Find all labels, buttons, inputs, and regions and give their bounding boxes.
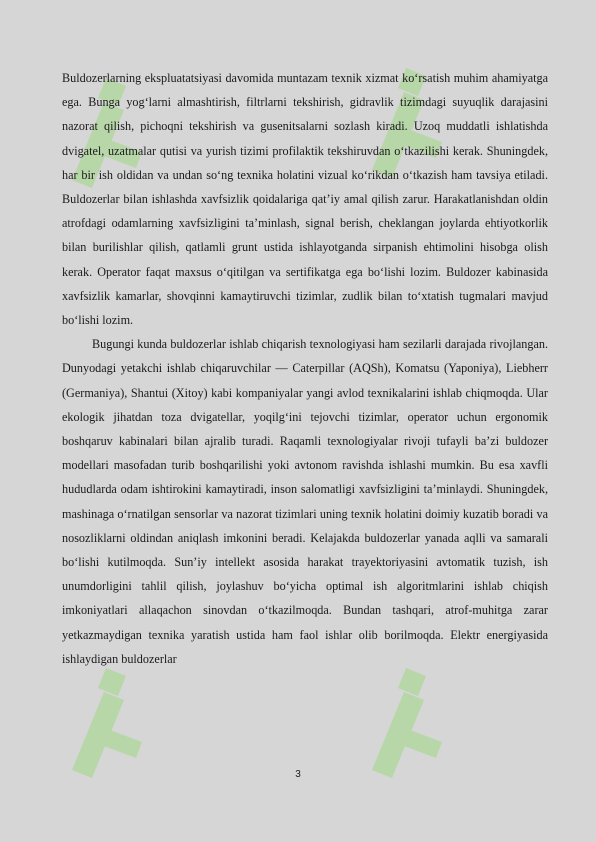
body-text <box>62 66 548 671</box>
paragraph-technology: Bugungi kunda buldozerlar ishlab chiqarish texnologiyasi ham sezilarli darajada rivojlangan. Dunyodagi yetakchi ishlab chiqaruvchilar — Caterpillar (AQSh), Komatsu (Yaponiya), Liebherr (Germaniya), Shantui (Xitoy) kabi kompaniyalar yangi avlod texnikalarini ishlab chiqmoqda. Ular ekologik jihatdan toza dvigatellar, yoqilg‘ini tejovchi tizimlar, operator uchun ergonomik boshqaruv kabinalari bilan ajralib turadi. Raqamli texnologiyalar rivoji tufayli ba’zi buldozer modellari masofadan turib boshqarilishi yoki avtonom ravishda ishlashi mumkin. Bu esa xavfli hududlarda odam ishtirokini kamaytiradi, inson salomatligi xavfsizligini ta’minlaydi. Shuningdek, mashinaga o‘rnatilgan sensorlar va nazorat tizimlari uning texnik holatini doimiy kuzatib boradi va nosozliklarni oldindan aniqlash imkonini beradi. Kelajakda buldozerlar yanada aqlli va samarali bo‘lishi kutilmoqda. Sun’iy intellekt asosida harakat trayektoriyasini avtomatik tuzish, ish unumdorligini tahlil qilish, joylashuv bo‘yicha optimal ish algoritmlarini ishlab chiqish imkoniyatlari allaqachon sinovdan o‘tkazilmoqda. Bundan tashqari, atrof-muhitga zarar yetkazmaydigan texnika yaratish ustida ham faol ishlar olib borilmoqda. Elektr energiyasida ishlaydigan buldozerlar <box>62 337 548 666</box>
page-number: 3 <box>295 769 301 780</box>
paragraph-maintenance: Buldozerlarning ekspluatatsiyasi davomida muntazam texnik xizmat ko‘rsatish muhim ahamiyatga ega. Bunga yog‘larni almashtirish, filtrlarni tekshirish, gidravlik tizimdagi suyuqlik darajasini nazorat qilish, pichoqni tekshirish va gusenitsalarni sozlash kiradi. Uzoq muddatli ishlatishda dvigatel, uzatmalar qutisi va yurish tizimi profilaktik tekshiruvdan o‘tkazilishi kerak. Shuningdek, har bir ish oldidan va undan so‘ng texnika holatini vizual ko‘rikdan o‘tkazish ham tavsiya etiladi. Buldozerlar bilan ishlashda xavfsizlik qoidalariga qat’iy amal qilish zarur. Harakatlanishdan oldin atrofdagi odamlarning xavfsizligini ta’minlash, signal berish, cheklangan joylarda ehtiyotkorlik bilan burilishlar qilish, qatlamli grunt ustida ishlayotganda sirpanish ehtimolini hisobga olish kerak. Operator faqat maxsus o‘qitilgan va sertifikatga ega bo‘lishi lozim. Buldozer kabinasida xavfsizlik kamarlar, shovqinni kamaytiruvchi tizimlar, zudlik bilan to‘xtatish tugmalari mavjud bo‘lishi lozim. <box>62 71 548 328</box>
